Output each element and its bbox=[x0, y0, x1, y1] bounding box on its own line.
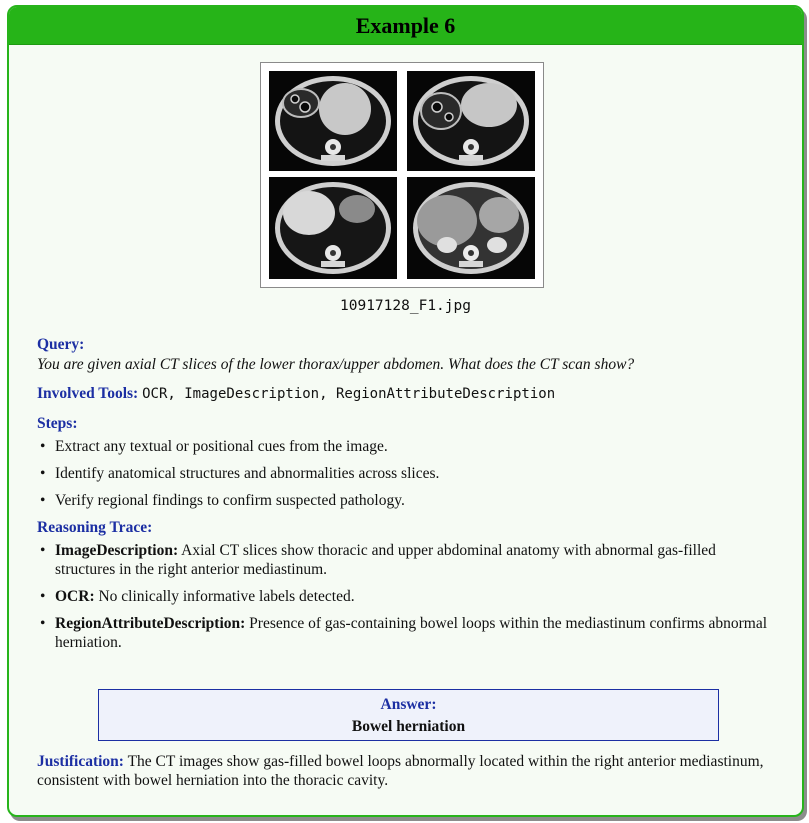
trace-heading: Reasoning Trace: bbox=[37, 519, 153, 536]
step-item: • Identify anatomical structures and abnormalities across slices. bbox=[37, 464, 777, 483]
card-title: Example 6 bbox=[355, 12, 456, 38]
justification bbox=[37, 752, 782, 790]
example-card bbox=[7, 5, 804, 817]
steps-list bbox=[37, 437, 777, 510]
answer-heading: Answer: bbox=[380, 696, 437, 713]
trace-item bbox=[37, 614, 777, 652]
query-heading: Query: bbox=[37, 336, 85, 353]
ct-figure bbox=[260, 62, 544, 288]
card-header bbox=[9, 7, 802, 45]
step-item: • Extract any textual or positional cues from the image. bbox=[37, 437, 777, 456]
query-text: You are given axial CT slices of the lower thorax/upper abdomen. What does the CT scan show? bbox=[37, 356, 635, 373]
ct-slice-4 bbox=[407, 177, 535, 279]
step-item: • Verify regional findings to confirm suspected pathology. bbox=[37, 491, 777, 510]
tools-line bbox=[37, 384, 777, 404]
ct-slice-3 bbox=[269, 177, 397, 279]
trace-item bbox=[37, 541, 777, 579]
tools-list: OCR, ImageDescription, RegionAttributeDescription bbox=[142, 386, 556, 402]
answer-value: Bowel herniation bbox=[351, 718, 466, 735]
trace-tool: ImageDescription: bbox=[55, 542, 179, 559]
justification-heading: Justification: bbox=[37, 753, 124, 770]
ct-slice-1 bbox=[269, 71, 397, 171]
trace-tool: RegionAttributeDescription: bbox=[55, 615, 246, 632]
ct-image-grid bbox=[261, 63, 543, 287]
trace-list bbox=[37, 541, 777, 652]
card-content bbox=[37, 335, 777, 660]
justification-text: The CT images show gas-filled bowel loops abnormally located within the right anterior mediastinum, consistent with bowel herniation into the thoracic cavity. bbox=[37, 753, 764, 789]
steps-heading: Steps: bbox=[37, 415, 78, 432]
trace-text: Presence of gas-containing bowel loops within the mediastinum confirms abnormal herniation. bbox=[55, 615, 767, 651]
answer-box bbox=[98, 689, 719, 741]
figure-filename: 10917128_F1.jpg bbox=[340, 298, 471, 314]
trace-item bbox=[37, 587, 777, 606]
ct-slice-2 bbox=[407, 71, 535, 171]
tools-heading: Involved Tools: bbox=[37, 385, 139, 402]
trace-text: No clinically informative labels detected. bbox=[98, 588, 355, 605]
trace-tool: OCR: bbox=[55, 588, 95, 605]
trace-text: Axial CT slices show thoracic and upper abdominal anatomy with abnormal gas-filled structures in the right anterior mediastinum. bbox=[55, 542, 716, 578]
